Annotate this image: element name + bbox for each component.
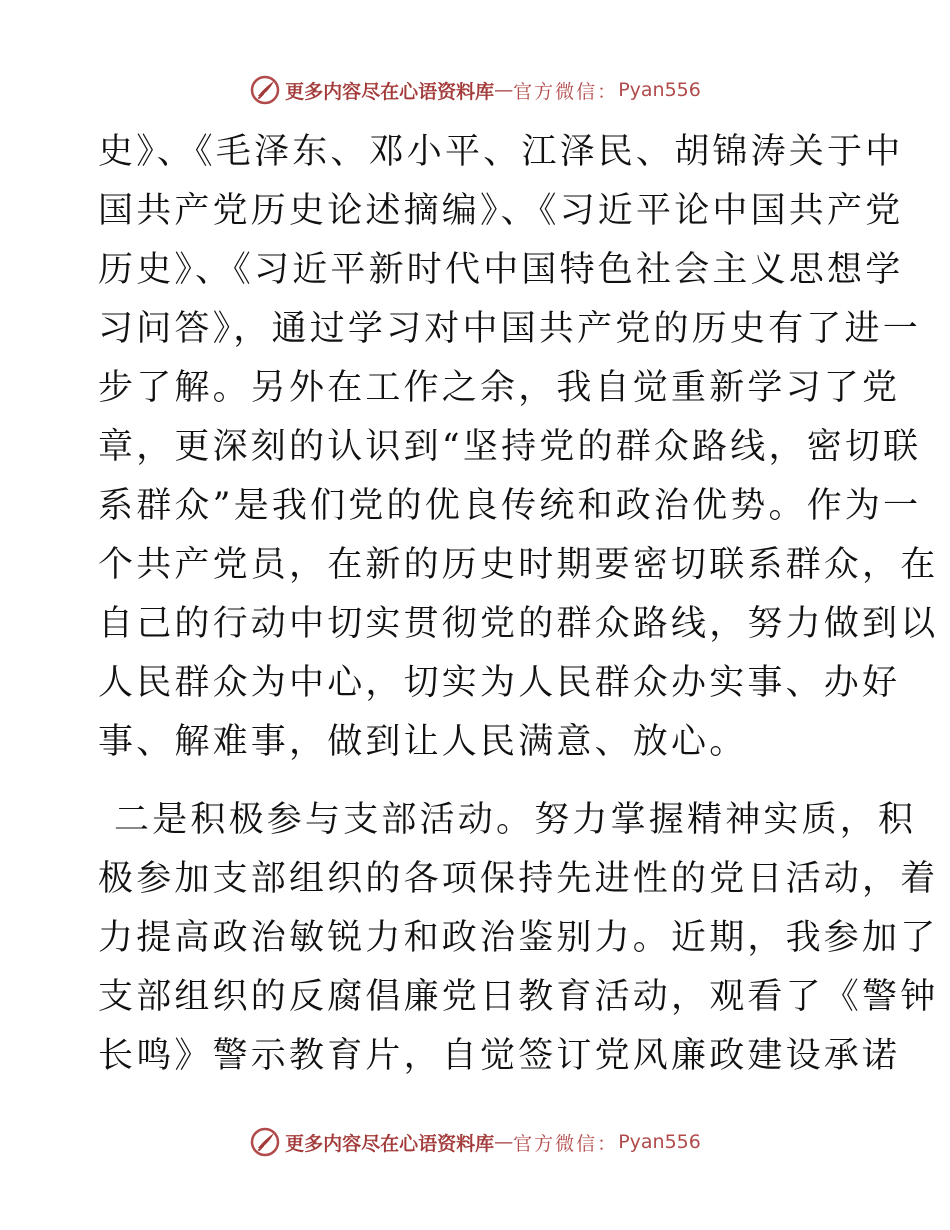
document-body <box>98 123 939 1086</box>
text-line: 章，更深刻的认识到“坚持党的群众路线，密切联 <box>98 427 922 467</box>
header-watermark-banner <box>0 70 950 110</box>
text-line: 系群众”是我们党的优良传统和政治优势。作为一 <box>98 486 922 526</box>
text-line: 历史》、《习近平新时代中国特色社会主义思想学 <box>98 250 904 290</box>
quill-pen-logo-icon <box>249 74 281 106</box>
text-line: 人民群众为中心，切实为人民群众办实事、办好 <box>98 663 901 703</box>
official-wechat-label: 官方微信： <box>513 1132 619 1155</box>
text-line: 极参加支部组织的各项保持先进性的党日活动，着 <box>98 859 939 899</box>
paragraph-1 <box>98 123 939 772</box>
text-line: 习问答》，通过学习对中国共产党的历史有了进一 <box>98 309 921 349</box>
text-line: 二是积极参与支部活动。努力掌握精神实质，积 <box>114 800 917 840</box>
wechat-id: Pyan556 <box>618 79 701 101</box>
paragraph-gap <box>98 772 858 791</box>
text-line: 力提高政治敏锐力和政治鉴别力。近期，我参加了 <box>98 918 939 958</box>
text-line: 长鸣》警示教育片，自觉签订党风廉政建设承诺 <box>98 1036 901 1076</box>
quill-pen-logo-icon <box>249 1126 281 1158</box>
text-line: 自己的行动中切实贯彻党的群众路线，努力做到以 <box>98 604 939 644</box>
brand-text: 更多内容尽在心语资料库 <box>285 1132 495 1155</box>
separator-dash: — <box>494 79 514 101</box>
text-line: 国共产党历史论述摘编》、《习近平论中国共产党 <box>98 191 904 231</box>
text-line: 支部组织的反腐倡廉党日教育活动，观看了《警钟 <box>98 977 939 1017</box>
separator-dash: — <box>494 1131 514 1153</box>
paragraph-2 <box>98 791 939 1086</box>
text-line: 个共产党员，在新的历史时期要密切联系群众，在 <box>98 545 939 585</box>
official-wechat-label: 官方微信： <box>513 80 619 103</box>
text-line: 事、解难事，做到让人民满意、放心。 <box>98 722 748 762</box>
wechat-id: Pyan556 <box>618 1131 701 1153</box>
text-line: 史》、《毛泽东、邓小平、江泽民、胡锦涛关于中 <box>98 132 904 172</box>
footer-watermark-banner <box>0 1122 950 1162</box>
text-line: 步了解。另外在工作之余，我自觉重新学习了党 <box>98 368 901 408</box>
brand-text: 更多内容尽在心语资料库 <box>285 80 495 103</box>
